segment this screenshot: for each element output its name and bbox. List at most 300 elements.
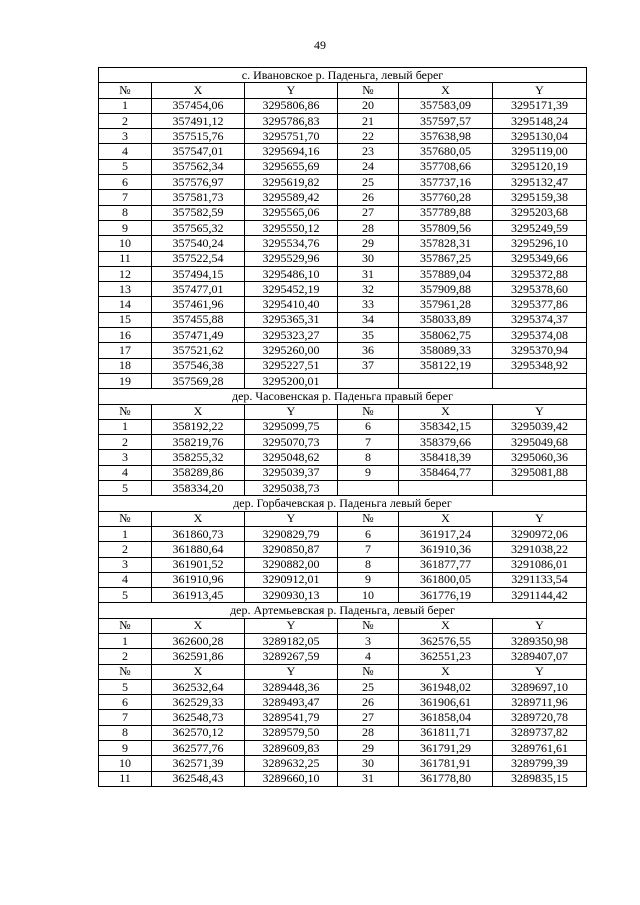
table-cell: 358334,20 — [152, 481, 245, 496]
column-header: № — [338, 404, 399, 419]
column-header: № — [99, 83, 152, 98]
table-cell: 8 — [338, 450, 399, 465]
table-cell: 2 — [99, 435, 152, 450]
table-cell: 1 — [99, 526, 152, 541]
table-cell: 3289609,83 — [245, 741, 338, 756]
table-cell: 361791,29 — [399, 741, 493, 756]
column-header: X — [399, 83, 493, 98]
table-cell: 12 — [99, 266, 152, 281]
table-cell: 6 — [99, 175, 152, 190]
table-cell: 3295148,24 — [493, 113, 587, 128]
table-cell: 3289579,50 — [245, 725, 338, 740]
table-cell: 3295049,68 — [493, 435, 587, 450]
table-cell: 13 — [99, 282, 152, 297]
table-cell: 3 — [99, 129, 152, 144]
table-cell: 14 — [99, 297, 152, 312]
table-row — [99, 129, 587, 144]
table-cell: 361811,71 — [399, 725, 493, 740]
table-cell: 3295099,75 — [245, 419, 338, 434]
table-cell: 357562,34 — [152, 159, 245, 174]
table-cell: 358418,39 — [399, 450, 493, 465]
table-cell: 3290912,01 — [245, 572, 338, 587]
table-cell: 357547,01 — [152, 144, 245, 159]
table-cell: 3290850,87 — [245, 542, 338, 557]
section-title: дер. Горбачевская р. Паденьга левый берег — [99, 496, 587, 511]
table-cell: 3295806,86 — [245, 98, 338, 113]
table-cell: 3295200,01 — [245, 373, 338, 388]
table-cell: 4 — [99, 144, 152, 159]
table-cell: 7 — [338, 542, 399, 557]
column-header: Y — [245, 511, 338, 526]
table-cell: 29 — [338, 741, 399, 756]
table-cell: 9 — [99, 220, 152, 235]
column-header: Y — [245, 83, 338, 98]
table-cell: 357522,54 — [152, 251, 245, 266]
table-cell: 362591,86 — [152, 649, 245, 664]
table-cell: 3289799,39 — [493, 756, 587, 771]
column-header: X — [152, 511, 245, 526]
table-cell: 361880,64 — [152, 542, 245, 557]
table-cell: 4 — [99, 572, 152, 587]
table-row — [99, 373, 587, 388]
table-cell: 2 — [99, 542, 152, 557]
table-cell: 8 — [338, 557, 399, 572]
table-cell: 362532,64 — [152, 679, 245, 694]
table-cell: 24 — [338, 159, 399, 174]
table-cell: 357597,57 — [399, 113, 493, 128]
table-row — [99, 113, 587, 128]
table-cell: 3289697,10 — [493, 679, 587, 694]
table-cell: 2 — [99, 649, 152, 664]
table-row — [99, 710, 587, 725]
table-cell: 23 — [338, 144, 399, 159]
table-cell: 362548,43 — [152, 771, 245, 786]
table-cell: 357494,15 — [152, 266, 245, 281]
table-cell: 357708,66 — [399, 159, 493, 174]
table-row — [99, 771, 587, 786]
table-cell: 6 — [338, 526, 399, 541]
column-header: X — [399, 511, 493, 526]
table-cell: 3295349,66 — [493, 251, 587, 266]
table-cell: 9 — [338, 572, 399, 587]
table-cell: 361776,19 — [399, 588, 493, 603]
table-cell: 357909,88 — [399, 282, 493, 297]
coordinates-table — [98, 67, 587, 787]
column-header: Y — [245, 618, 338, 633]
table-cell: 3295452,19 — [245, 282, 338, 297]
table-cell: 3289711,96 — [493, 695, 587, 710]
table-row — [99, 679, 587, 694]
table-cell: 358089,33 — [399, 343, 493, 358]
section-title-row-ivanovskoe — [99, 68, 587, 83]
table-row — [99, 557, 587, 572]
table-cell: 18 — [99, 358, 152, 373]
table-cell: 3295655,69 — [245, 159, 338, 174]
coordinates-table-body — [99, 68, 587, 787]
table-cell: 10 — [99, 236, 152, 251]
table-cell: 3295565,06 — [245, 205, 338, 220]
table-cell: 8 — [99, 725, 152, 740]
table-header-row — [99, 618, 587, 633]
table-cell: 361913,45 — [152, 588, 245, 603]
table-cell: 3295323,27 — [245, 328, 338, 343]
table-cell: 361910,96 — [152, 572, 245, 587]
table-cell: 3289720,78 — [493, 710, 587, 725]
table-cell: 362548,73 — [152, 710, 245, 725]
table-cell: 35 — [338, 328, 399, 343]
table-cell: 3289632,25 — [245, 756, 338, 771]
column-header: X — [399, 618, 493, 633]
table-cell: 357576,97 — [152, 175, 245, 190]
table-cell: 357521,62 — [152, 343, 245, 358]
table-cell: 357961,28 — [399, 297, 493, 312]
table-cell: № — [99, 664, 152, 679]
table-cell: 3295529,96 — [245, 251, 338, 266]
table-cell: Y — [245, 664, 338, 679]
table-cell: 31 — [338, 771, 399, 786]
table-row — [99, 664, 587, 679]
table-row — [99, 465, 587, 480]
table-cell: 361781,91 — [399, 756, 493, 771]
table-row — [99, 266, 587, 281]
table-cell: 358122,19 — [399, 358, 493, 373]
table-cell: 7 — [99, 190, 152, 205]
table-cell: 3289835,15 — [493, 771, 587, 786]
table-cell: 34 — [338, 312, 399, 327]
table-cell — [338, 481, 399, 496]
table-cell: 361917,24 — [399, 526, 493, 541]
table-cell: 3291133,54 — [493, 572, 587, 587]
table-cell: 30 — [338, 251, 399, 266]
table-row — [99, 588, 587, 603]
table-cell: 3295374,08 — [493, 328, 587, 343]
table-row — [99, 419, 587, 434]
table-cell: 7 — [338, 435, 399, 450]
table-cell: 1 — [99, 98, 152, 113]
section-title: дер. Артемьевская р. Паденьга, левый берег — [99, 603, 587, 618]
table-cell: 3295039,37 — [245, 465, 338, 480]
table-cell: 3290972,06 — [493, 526, 587, 541]
table-cell: 358342,15 — [399, 419, 493, 434]
column-header: Y — [493, 618, 587, 633]
column-header: № — [338, 83, 399, 98]
section-title-row-chasovenskaya — [99, 389, 587, 404]
table-cell: 357809,56 — [399, 220, 493, 235]
table-cell: 362570,12 — [152, 725, 245, 740]
table-cell: 6 — [338, 419, 399, 434]
table-header-row — [99, 83, 587, 98]
column-header: № — [99, 404, 152, 419]
table-cell: 17 — [99, 343, 152, 358]
table-cell: 3295374,37 — [493, 312, 587, 327]
table-cell: 358464,77 — [399, 465, 493, 480]
table-cell: 358255,32 — [152, 450, 245, 465]
table-cell: 3289761,61 — [493, 741, 587, 756]
table-row — [99, 282, 587, 297]
table-cell: 3295060,36 — [493, 450, 587, 465]
table-cell: 357477,01 — [152, 282, 245, 297]
table-cell: 28 — [338, 725, 399, 740]
table-row — [99, 435, 587, 450]
column-header: № — [338, 618, 399, 633]
table-cell: 358289,86 — [152, 465, 245, 480]
table-cell: 3295751,70 — [245, 129, 338, 144]
table-cell: 3295550,12 — [245, 220, 338, 235]
table-cell: 3295048,62 — [245, 450, 338, 465]
table-cell: 3295249,59 — [493, 220, 587, 235]
table-cell: 362551,23 — [399, 649, 493, 664]
table-row — [99, 220, 587, 235]
table-cell: 3295348,92 — [493, 358, 587, 373]
section-title-row-artemyevskaya — [99, 603, 587, 618]
table-cell: 357680,05 — [399, 144, 493, 159]
table-cell: 3289267,59 — [245, 649, 338, 664]
table-cell: 362529,33 — [152, 695, 245, 710]
table-cell: 8 — [99, 205, 152, 220]
table-cell: 3 — [99, 557, 152, 572]
table-cell — [493, 481, 587, 496]
table-row — [99, 297, 587, 312]
column-header: № — [338, 511, 399, 526]
table-cell: 3295171,39 — [493, 98, 587, 113]
table-cell: 3295486,10 — [245, 266, 338, 281]
table-cell: 1 — [99, 633, 152, 648]
table-row — [99, 159, 587, 174]
column-header: X — [152, 618, 245, 633]
table-cell: 362577,76 — [152, 741, 245, 756]
page-number: 49 — [314, 38, 326, 52]
table-cell: 7 — [99, 710, 152, 725]
table-cell: 3295070,73 — [245, 435, 338, 450]
table-row — [99, 633, 587, 648]
table-cell: 361877,77 — [399, 557, 493, 572]
table-cell: 3295203,68 — [493, 205, 587, 220]
table-row — [99, 695, 587, 710]
table-cell: 357540,24 — [152, 236, 245, 251]
table-cell: 30 — [338, 756, 399, 771]
table-row — [99, 190, 587, 205]
table-row — [99, 450, 587, 465]
table-cell: 11 — [99, 251, 152, 266]
table-cell: 31 — [338, 266, 399, 281]
table-cell: 20 — [338, 98, 399, 113]
table-cell: 357471,49 — [152, 328, 245, 343]
table-cell: 3295619,82 — [245, 175, 338, 190]
table-row — [99, 358, 587, 373]
table-cell: 362576,55 — [399, 633, 493, 648]
table-cell: 357583,09 — [399, 98, 493, 113]
table-cell: 357515,76 — [152, 129, 245, 144]
table-cell: 357867,25 — [399, 251, 493, 266]
table-cell: 3289182,05 — [245, 633, 338, 648]
table-cell: 3291086,01 — [493, 557, 587, 572]
table-cell: 3289448,36 — [245, 679, 338, 694]
table-row — [99, 236, 587, 251]
table-cell: 3289660,10 — [245, 771, 338, 786]
table-cell — [493, 373, 587, 388]
table-cell: 25 — [338, 175, 399, 190]
table-cell: 3295081,88 — [493, 465, 587, 480]
table-cell: 3289350,98 — [493, 633, 587, 648]
table-cell: 3291144,42 — [493, 588, 587, 603]
table-cell: 15 — [99, 312, 152, 327]
table-cell: 357454,06 — [152, 98, 245, 113]
table-cell: 357789,88 — [399, 205, 493, 220]
table-cell: 3291038,22 — [493, 542, 587, 557]
table-cell: 3289737,82 — [493, 725, 587, 740]
table-cell: № — [338, 664, 399, 679]
table-cell: 358062,75 — [399, 328, 493, 343]
column-header: № — [99, 618, 152, 633]
table-row — [99, 526, 587, 541]
table-cell: 358033,89 — [399, 312, 493, 327]
table-cell: 26 — [338, 695, 399, 710]
table-cell: 3289407,07 — [493, 649, 587, 664]
table-cell: 358219,76 — [152, 435, 245, 450]
table-cell: 5 — [99, 588, 152, 603]
table-cell: 9 — [99, 741, 152, 756]
table-cell: 3295227,51 — [245, 358, 338, 373]
table-cell: 3289493,47 — [245, 695, 338, 710]
table-cell: 3295378,60 — [493, 282, 587, 297]
table-cell: 3290930,13 — [245, 588, 338, 603]
section-title: с. Ивановское р. Паденьга, левый берег — [99, 68, 587, 83]
table-cell: 357638,98 — [399, 129, 493, 144]
table-cell: 361860,73 — [152, 526, 245, 541]
table-cell: 361901,52 — [152, 557, 245, 572]
table-row — [99, 251, 587, 266]
table-cell: 3290882,00 — [245, 557, 338, 572]
column-header: Y — [493, 404, 587, 419]
table-cell: 357828,31 — [399, 236, 493, 251]
table-cell: 3295159,38 — [493, 190, 587, 205]
table-cell: 357461,96 — [152, 297, 245, 312]
table-cell: 361910,36 — [399, 542, 493, 557]
section-title: дер. Часовенская р. Паденьга правый берег — [99, 389, 587, 404]
table-cell: 10 — [99, 756, 152, 771]
table-row — [99, 756, 587, 771]
table-cell: 21 — [338, 113, 399, 128]
section-title-row-gorbachevskaya — [99, 496, 587, 511]
table-cell: 27 — [338, 205, 399, 220]
table-cell: 9 — [338, 465, 399, 480]
table-cell: 3295039,42 — [493, 419, 587, 434]
table-cell: 4 — [99, 465, 152, 480]
table-cell: 32 — [338, 282, 399, 297]
table-cell: 1 — [99, 419, 152, 434]
table-cell: 357581,73 — [152, 190, 245, 205]
table-cell: 357546,38 — [152, 358, 245, 373]
table-row — [99, 741, 587, 756]
table-cell: 357760,28 — [399, 190, 493, 205]
table-cell: 16 — [99, 328, 152, 343]
table-cell: Y — [493, 664, 587, 679]
table-row — [99, 481, 587, 496]
table-cell: 3295377,86 — [493, 297, 587, 312]
table-cell: 357582,59 — [152, 205, 245, 220]
table-cell: 3295410,40 — [245, 297, 338, 312]
table-cell: 357889,04 — [399, 266, 493, 281]
table-cell: 33 — [338, 297, 399, 312]
table-cell: 26 — [338, 190, 399, 205]
table-cell: 3295365,31 — [245, 312, 338, 327]
table-cell: 10 — [338, 588, 399, 603]
table-cell: 3295038,73 — [245, 481, 338, 496]
table-row — [99, 725, 587, 740]
table-cell: 3290829,79 — [245, 526, 338, 541]
table-cell: 3295370,94 — [493, 343, 587, 358]
table-cell: 25 — [338, 679, 399, 694]
table-cell — [399, 373, 493, 388]
table-cell: 358379,66 — [399, 435, 493, 450]
table-cell: 22 — [338, 129, 399, 144]
table-cell: 361858,04 — [399, 710, 493, 725]
table-header-row — [99, 404, 587, 419]
column-header: Y — [245, 404, 338, 419]
table-cell: 27 — [338, 710, 399, 725]
table-cell: 357491,12 — [152, 113, 245, 128]
table-cell: 29 — [338, 236, 399, 251]
table-cell: 4 — [338, 649, 399, 664]
table-row — [99, 98, 587, 113]
table-cell: 3295296,10 — [493, 236, 587, 251]
column-header: X — [399, 404, 493, 419]
table-cell: 3295132,47 — [493, 175, 587, 190]
table-row — [99, 542, 587, 557]
table-cell: 362571,39 — [152, 756, 245, 771]
table-cell: 357569,28 — [152, 373, 245, 388]
table-cell: 361906,61 — [399, 695, 493, 710]
table-cell: 3295694,16 — [245, 144, 338, 159]
table-cell: 6 — [99, 695, 152, 710]
table-header-row — [99, 511, 587, 526]
table-cell: 3295786,83 — [245, 113, 338, 128]
table-cell: 5 — [99, 679, 152, 694]
table-cell: 19 — [99, 373, 152, 388]
table-cell: 28 — [338, 220, 399, 235]
column-header: № — [99, 511, 152, 526]
table-cell: X — [399, 664, 493, 679]
table-cell: 37 — [338, 358, 399, 373]
column-header: X — [152, 404, 245, 419]
table-cell: 357737,16 — [399, 175, 493, 190]
table-row — [99, 328, 587, 343]
column-header: X — [152, 83, 245, 98]
table-cell: 2 — [99, 113, 152, 128]
table-cell: 5 — [99, 159, 152, 174]
table-row — [99, 144, 587, 159]
table-cell: 357565,32 — [152, 220, 245, 235]
table-cell: 3295534,76 — [245, 236, 338, 251]
table-cell: 3295260,00 — [245, 343, 338, 358]
table-cell: 3295589,42 — [245, 190, 338, 205]
column-header: Y — [493, 511, 587, 526]
table-cell: 3295120,19 — [493, 159, 587, 174]
table-cell: 3295372,88 — [493, 266, 587, 281]
table-cell: 358192,22 — [152, 419, 245, 434]
table-row — [99, 343, 587, 358]
table-cell: 3295119,00 — [493, 144, 587, 159]
table-cell — [399, 481, 493, 496]
table-cell: 361778,80 — [399, 771, 493, 786]
table-cell: 3 — [99, 450, 152, 465]
table-cell: 362600,28 — [152, 633, 245, 648]
table-cell: 3295130,04 — [493, 129, 587, 144]
table-cell: X — [152, 664, 245, 679]
table-row — [99, 175, 587, 190]
table-cell: 361800,05 — [399, 572, 493, 587]
table-cell: 357455,88 — [152, 312, 245, 327]
